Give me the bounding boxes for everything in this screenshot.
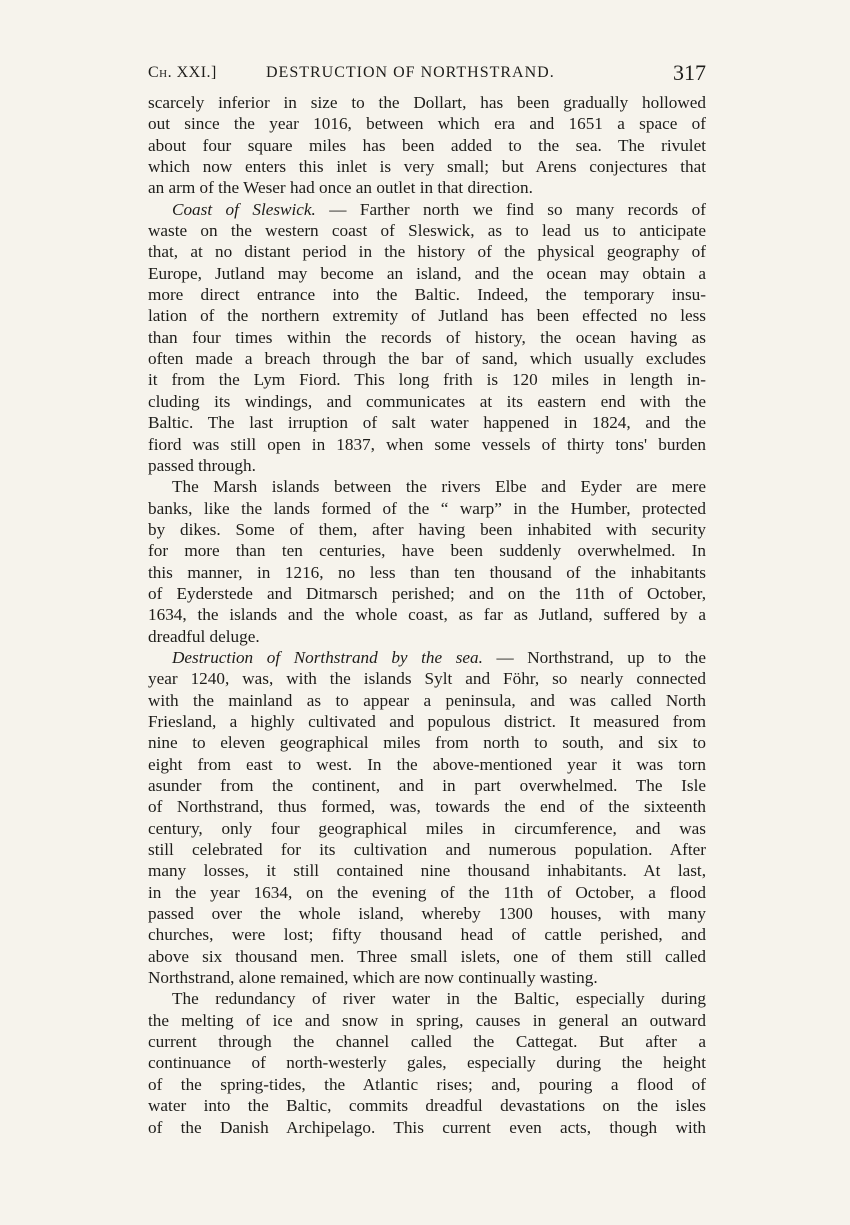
text-line [148,711,706,732]
text-line [148,647,706,668]
chapter-reference: Ch. XXI.] [148,64,217,81]
text-line [148,988,706,1009]
text-line [148,284,706,305]
text-line [148,967,706,988]
text-line [148,476,706,497]
text-line [148,220,706,241]
text-line [148,946,706,967]
text-line [148,177,706,198]
line-text: out since the year 1016, between which era and 1651 a space of [148,114,706,134]
line-text: which now enters this inlet is very small; but Arens conjectures that [148,157,706,177]
text-line [148,860,706,881]
text-line [148,1010,706,1031]
text-line [148,434,706,455]
line-text: in the year 1634, on the evening of the 11th of October, a flood [148,882,706,902]
line-text: this manner, in 1216, no less than ten thousand of the inhabitants [148,562,706,582]
text-line [148,156,706,177]
section-sidehead: Destruction of Northstrand by the sea. [172,647,483,667]
text-line [148,818,706,839]
line-text: Europe, Jutland may become an island, and the ocean may obtain a [148,263,706,283]
line-text: — Northstrand, up to the [482,647,706,667]
page-number: 317 [673,60,706,85]
text-line [148,369,706,390]
text-line [148,1052,706,1073]
text-line [148,391,706,412]
line-text: lation of the northern extremity of Jutland has been effected no less [148,306,706,326]
text-line [148,583,706,604]
line-text: many losses, it still contained nine thousand inhabitants. At last, [148,861,706,881]
text-line [148,1031,706,1052]
line-text: that, at no distant period in the history of the physical geography of [148,242,706,262]
line-text: The Marsh islands between the rivers Elbe and Eyder are mere [172,477,706,497]
text-line [148,199,706,220]
text-line [148,903,706,924]
text-line [148,412,706,433]
line-text: fiord was still open in 1837, when some vessels of thirty tons' burden [148,434,706,454]
running-head [148,62,706,88]
line-text: dreadful deluge. [148,626,260,646]
text-line [148,455,706,476]
text-line [148,604,706,625]
text-line [148,882,706,903]
text-line [148,668,706,689]
line-text: than four times within the records of history, the ocean having as [148,327,706,347]
text-line [148,839,706,860]
line-text: passed through. [148,455,256,475]
text-line [148,519,706,540]
section-sidehead: Coast of Sleswick. [172,199,316,219]
line-text: often made a breach through the bar of sand, which usually excludes [148,349,706,369]
line-text: — Farther north we find so many records of [315,199,706,219]
line-text: about four square miles has been added to the sea. The rivulet [148,135,706,155]
text-line [148,348,706,369]
line-text: an arm of the Weser had once an outlet in that direction. [148,178,533,198]
line-text: continuance of north-westerly gales, especially during the height [148,1053,706,1073]
line-text: the melting of ice and snow in spring, causes in general an outward [148,1010,706,1030]
text-line [148,754,706,775]
text-line [148,626,706,647]
line-text: of Northstrand, thus formed, was, towards the end of the sixteenth [148,797,706,817]
running-title: DESTRUCTION OF NORTHSTRAND. [266,64,555,81]
line-text: for more than ten centuries, have been suddenly overwhelmed. In [148,541,706,561]
text-line [148,263,706,284]
line-text: banks, like the lands formed of the “ warp” in the Humber, protected [148,498,706,518]
text-line [148,732,706,753]
text-line [148,540,706,561]
text-line [148,1117,706,1138]
line-text: current through the channel called the Cattegat. But after a [148,1032,706,1052]
text-line [148,1095,706,1116]
line-text: Northstrand, alone remained, which are now continually wasting. [148,968,598,988]
line-text: year 1240, was, with the islands Sylt and Föhr, so nearly connected [148,669,706,689]
text-line [148,113,706,134]
line-text: of the Danish Archipelago. This current even acts, though with [148,1117,706,1137]
line-text: 1634, the islands and the whole coast, as far as Jutland, suffered by a [148,605,706,625]
text-line [148,775,706,796]
text-line [148,1074,706,1095]
text-line [148,562,706,583]
line-text: nine to eleven geographical miles from north to south, and six to [148,733,706,753]
line-text: by dikes. Some of them, after having been inhabited with security [148,519,706,539]
line-text: The redundancy of river water in the Baltic, especially during [172,989,706,1009]
line-text: cluding its windings, and communicates at its eastern end with the [148,391,706,411]
line-text: Friesland, a highly cultivated and populous district. It measured from [148,711,706,731]
text-line [148,241,706,262]
line-text: with the mainland as to appear a peninsula, and was called North [148,690,706,710]
line-text: water into the Baltic, commits dreadful devastations on the isles [148,1096,706,1116]
text-line [148,305,706,326]
line-text: above six thousand men. Three small islets, one of them still called [148,946,706,966]
text-line [148,92,706,113]
line-text: century, only four geographical miles in circumference, and was [148,818,706,838]
text-line [148,924,706,945]
line-text: scarcely inferior in size to the Dollart, has been gradually hollowed [148,93,706,112]
line-text: of Eyderstede and Ditmarsch perished; and on the 11th of October, [148,583,706,603]
line-text: churches, were lost; fifty thousand head of cattle perished, and [148,925,706,945]
line-text: Baltic. The last irruption of salt water happened in 1824, and the [148,413,706,433]
line-text: it from the Lym Fiord. This long frith is 120 miles in length in- [148,370,706,390]
line-text: passed over the whole island, whereby 1300 houses, with many [148,904,706,924]
text-line [148,690,706,711]
text-line [148,796,706,817]
line-text: asunder from the continent, and in part overwhelmed. The Isle [148,776,706,795]
line-text: still celebrated for its cultivation and numerous population. After [148,840,706,860]
body-text [148,92,706,1138]
text-line [148,498,706,519]
line-text: more direct entrance into the Baltic. Indeed, the temporary insu- [148,285,706,305]
line-text: of the spring-tides, the Atlantic rises; and, pouring a flood of [148,1074,706,1094]
line-text: eight from east to west. In the above-mentioned year it was torn [148,754,706,774]
text-line [148,135,706,156]
text-line [148,327,706,348]
line-text: waste on the western coast of Sleswick, as to lead us to anticipate [148,221,706,241]
